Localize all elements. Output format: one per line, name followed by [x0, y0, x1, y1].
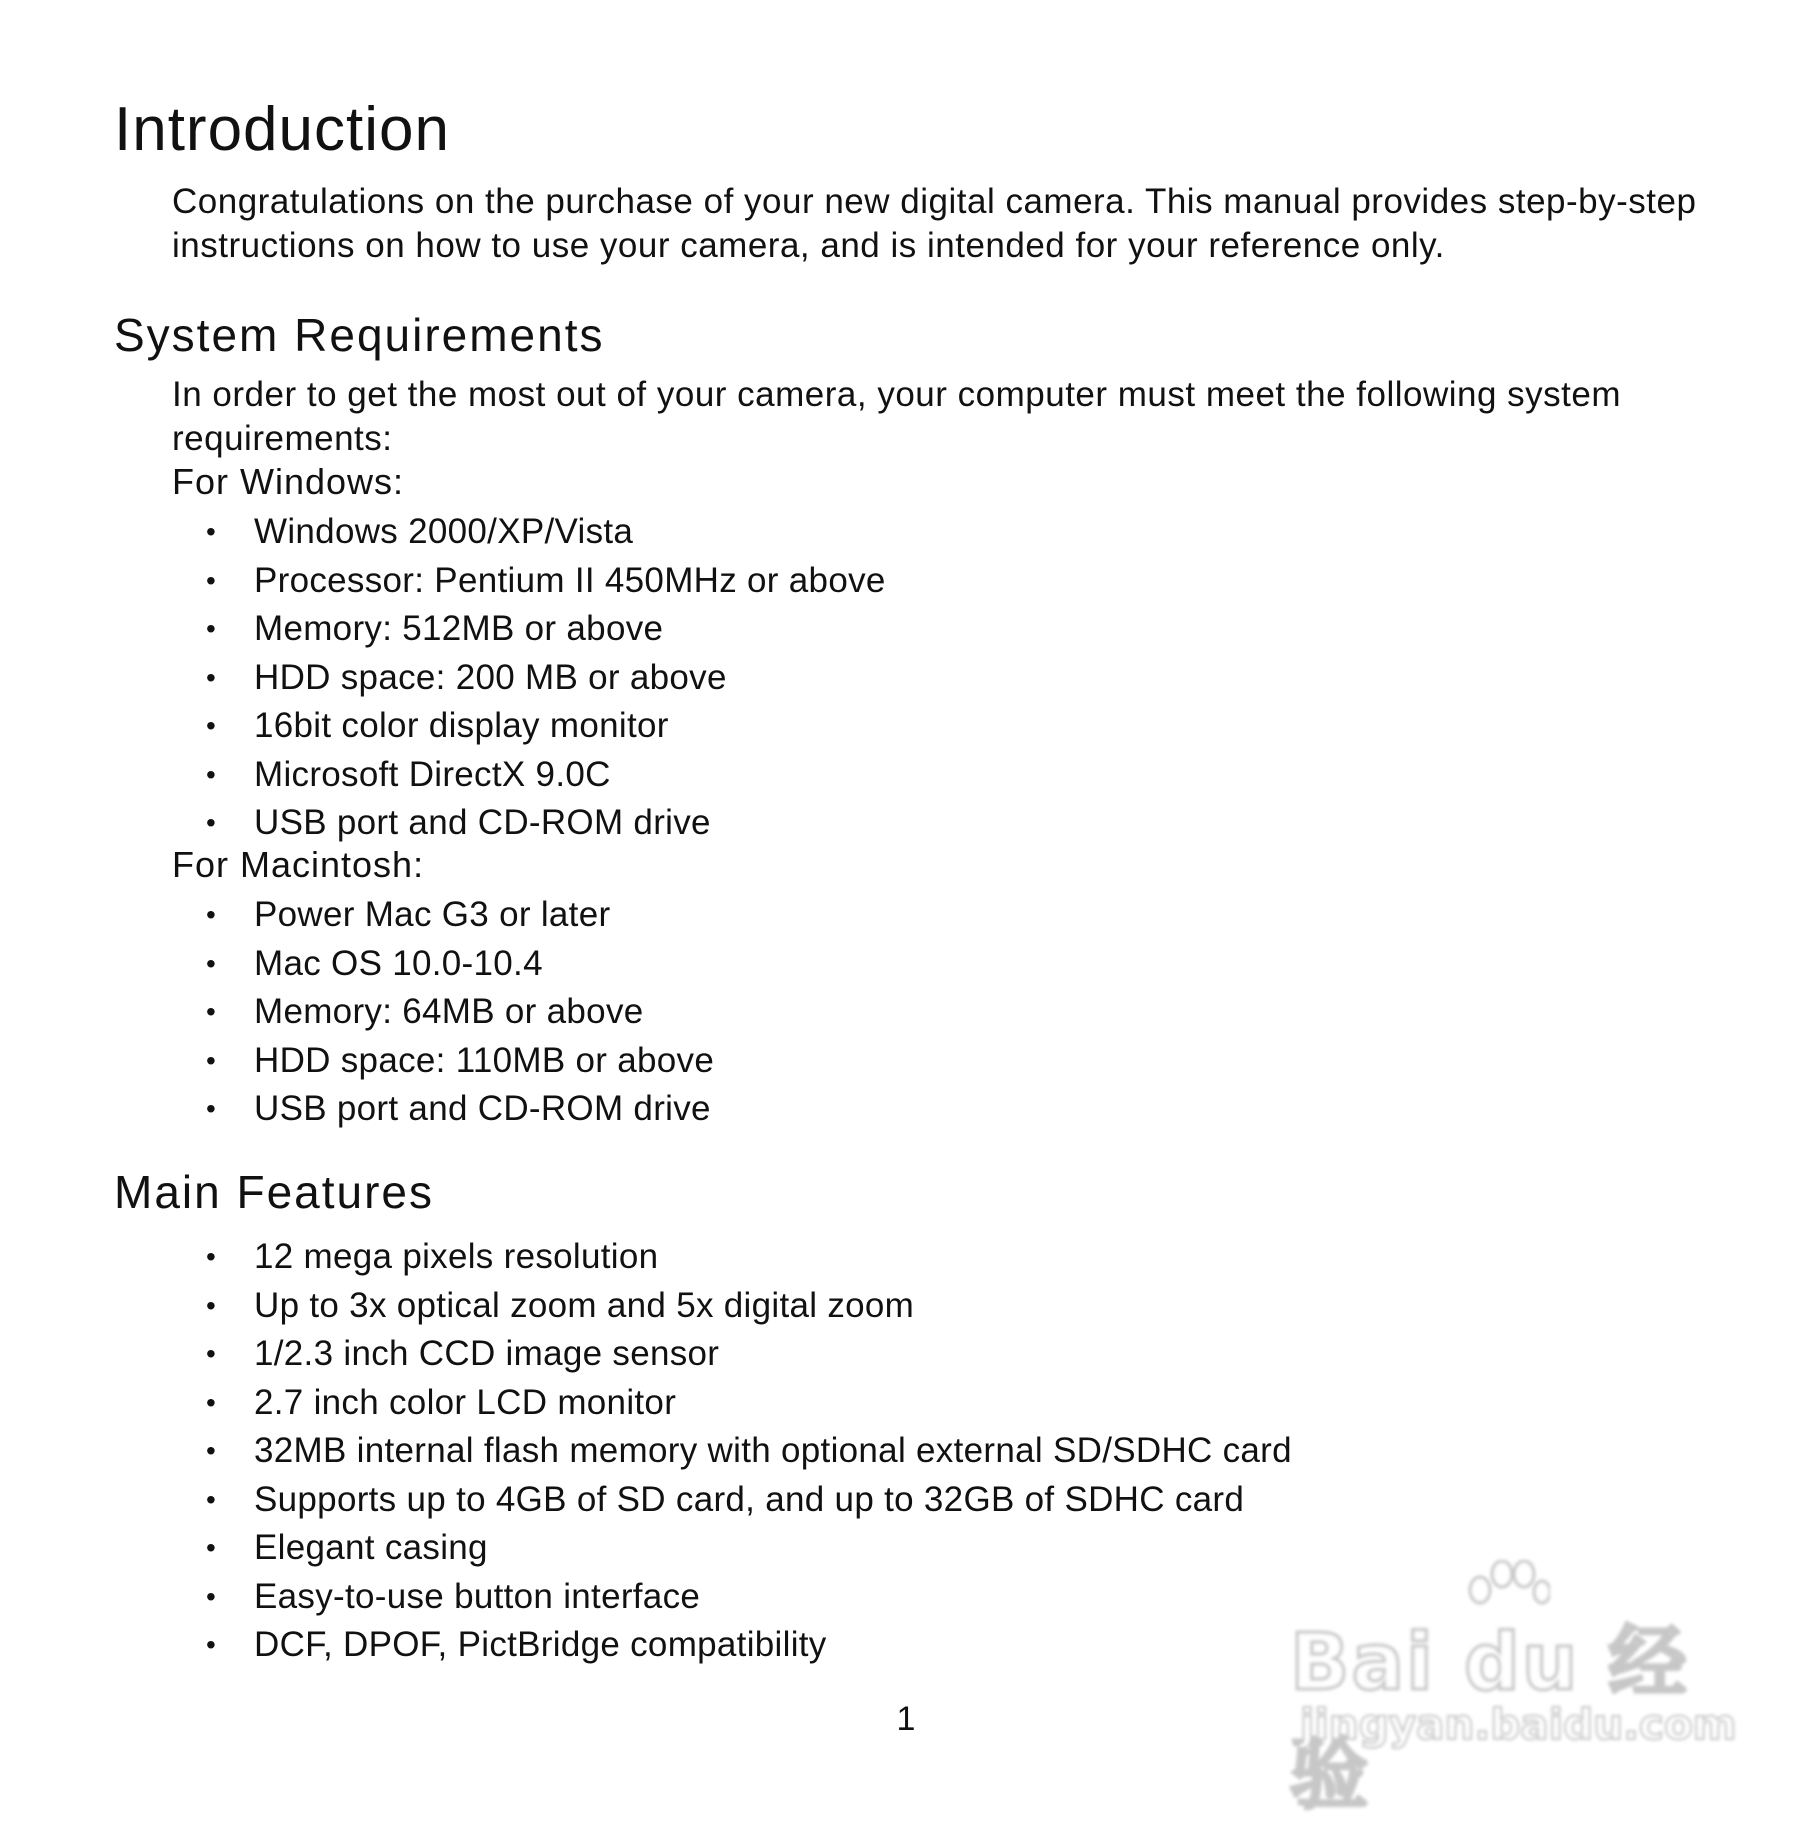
list-item [0, 605, 886, 654]
list-item [0, 1085, 714, 1134]
list-item [0, 1621, 1292, 1670]
list-item-text: Supports up to 4GB of SD card, and up to 32GB of SDHC card [254, 1479, 1245, 1519]
main-features-list [0, 1233, 1292, 1670]
main-features-heading: Main Features [114, 1166, 435, 1218]
macintosh-requirements-list [0, 891, 714, 1134]
watermark-logo-text: Bai du 经验 [1290, 1618, 1689, 1820]
list-item [0, 1476, 1292, 1525]
list-item-text: Windows 2000/XP/Vista [254, 512, 634, 551]
bullet-icon: • [206, 1483, 217, 1515]
page-number: 1 [896, 1700, 916, 1738]
list-item-text: 12 mega pixels resolution [254, 1237, 659, 1276]
list-item-text: HDD space: 110MB or above [254, 1040, 715, 1080]
bullet-icon: • [206, 1386, 217, 1418]
list-item [0, 1379, 1292, 1428]
list-item [0, 751, 886, 800]
list-item-text: Up to 3x optical zoom and 5x digital zoom [254, 1285, 915, 1325]
introduction-heading: Introduction [114, 95, 450, 164]
list-item [0, 1037, 714, 1086]
bullet-icon: • [206, 1435, 217, 1466]
list-item-text: Processor: Pentium II 450MHz or above [254, 560, 886, 600]
bullet-icon: • [206, 613, 217, 644]
bullet-icon: • [206, 996, 217, 1027]
list-item-text: 1/2.3 inch CCD image sensor [254, 1334, 720, 1373]
bullet-icon: • [206, 758, 217, 790]
system-requirements-intro [172, 373, 1732, 461]
list-item [0, 1573, 1292, 1622]
bullet-icon: • [206, 947, 217, 979]
windows-requirements-list [0, 508, 886, 848]
list-item [0, 654, 886, 703]
list-item [0, 940, 714, 989]
list-item-text: Memory: 512MB or above [254, 609, 664, 648]
list-item [0, 1427, 1292, 1476]
list-item [0, 799, 886, 848]
list-item-text: DCF, DPOF, PictBridge compatibility [254, 1625, 827, 1664]
list-item-text: Mac OS 10.0-10.4 [254, 943, 543, 983]
system-requirements-intro-line2: requirements: [172, 419, 393, 458]
list-item-text: USB port and CD-ROM drive [254, 803, 711, 842]
list-item-text: Microsoft DirectX 9.0C [254, 754, 611, 794]
bullet-icon: • [206, 1044, 217, 1076]
list-item-text: Memory: 64MB or above [254, 992, 644, 1031]
list-item [0, 1233, 1292, 1282]
system-requirements-heading: System Requirements [114, 309, 605, 361]
list-item [0, 557, 886, 606]
macintosh-subheading: For Macintosh: [172, 844, 425, 885]
bullet-icon: • [206, 1093, 217, 1124]
list-item-text: USB port and CD-ROM drive [254, 1089, 711, 1128]
list-item [0, 988, 714, 1037]
bullet-icon: • [206, 564, 217, 596]
bullet-icon: • [206, 1580, 217, 1612]
list-item [0, 508, 886, 557]
list-item-text: Power Mac G3 or later [254, 895, 611, 934]
list-item [0, 1330, 1292, 1379]
list-item-text: 16bit color display monitor [254, 706, 669, 745]
list-item [0, 891, 714, 940]
introduction-paragraph-line1: Congratulations on the purchase of your new digital camera. This manual provides step-by-step [172, 182, 1697, 221]
bullet-icon: • [206, 807, 217, 838]
bullet-icon: • [206, 899, 217, 930]
list-item [0, 1524, 1292, 1573]
bullet-icon: • [206, 1289, 217, 1321]
system-requirements-intro-line1: In order to get the most out of your camera, your computer must meet the following system [172, 375, 1622, 414]
windows-subheading: For Windows: [172, 461, 405, 502]
bullet-icon: • [206, 516, 217, 547]
list-item [0, 1282, 1292, 1331]
watermark-url-text: jingyan.baidu.com [1300, 1700, 1737, 1749]
list-item [0, 702, 886, 751]
list-item-text: Elegant casing [254, 1528, 488, 1567]
introduction-paragraph [172, 180, 1732, 268]
bullet-icon: • [206, 1629, 217, 1660]
bullet-icon: • [206, 710, 217, 741]
bullet-icon: • [206, 1241, 217, 1272]
baidu-jingyan-watermark [1290, 1560, 1737, 1820]
bullet-icon: • [206, 1338, 217, 1369]
list-item-text: Easy-to-use button interface [254, 1576, 701, 1616]
list-item-text: 2.7 inch color LCD monitor [254, 1382, 677, 1422]
bullet-icon: • [206, 1532, 217, 1563]
list-item-text: 32MB internal flash memory with optional external SD/SDHC card [254, 1431, 1292, 1470]
list-item-text: HDD space: 200 MB or above [254, 657, 727, 697]
introduction-paragraph-line2: instructions on how to use your camera, and is intended for your reference only. [172, 226, 1445, 265]
bullet-icon: • [206, 661, 217, 693]
